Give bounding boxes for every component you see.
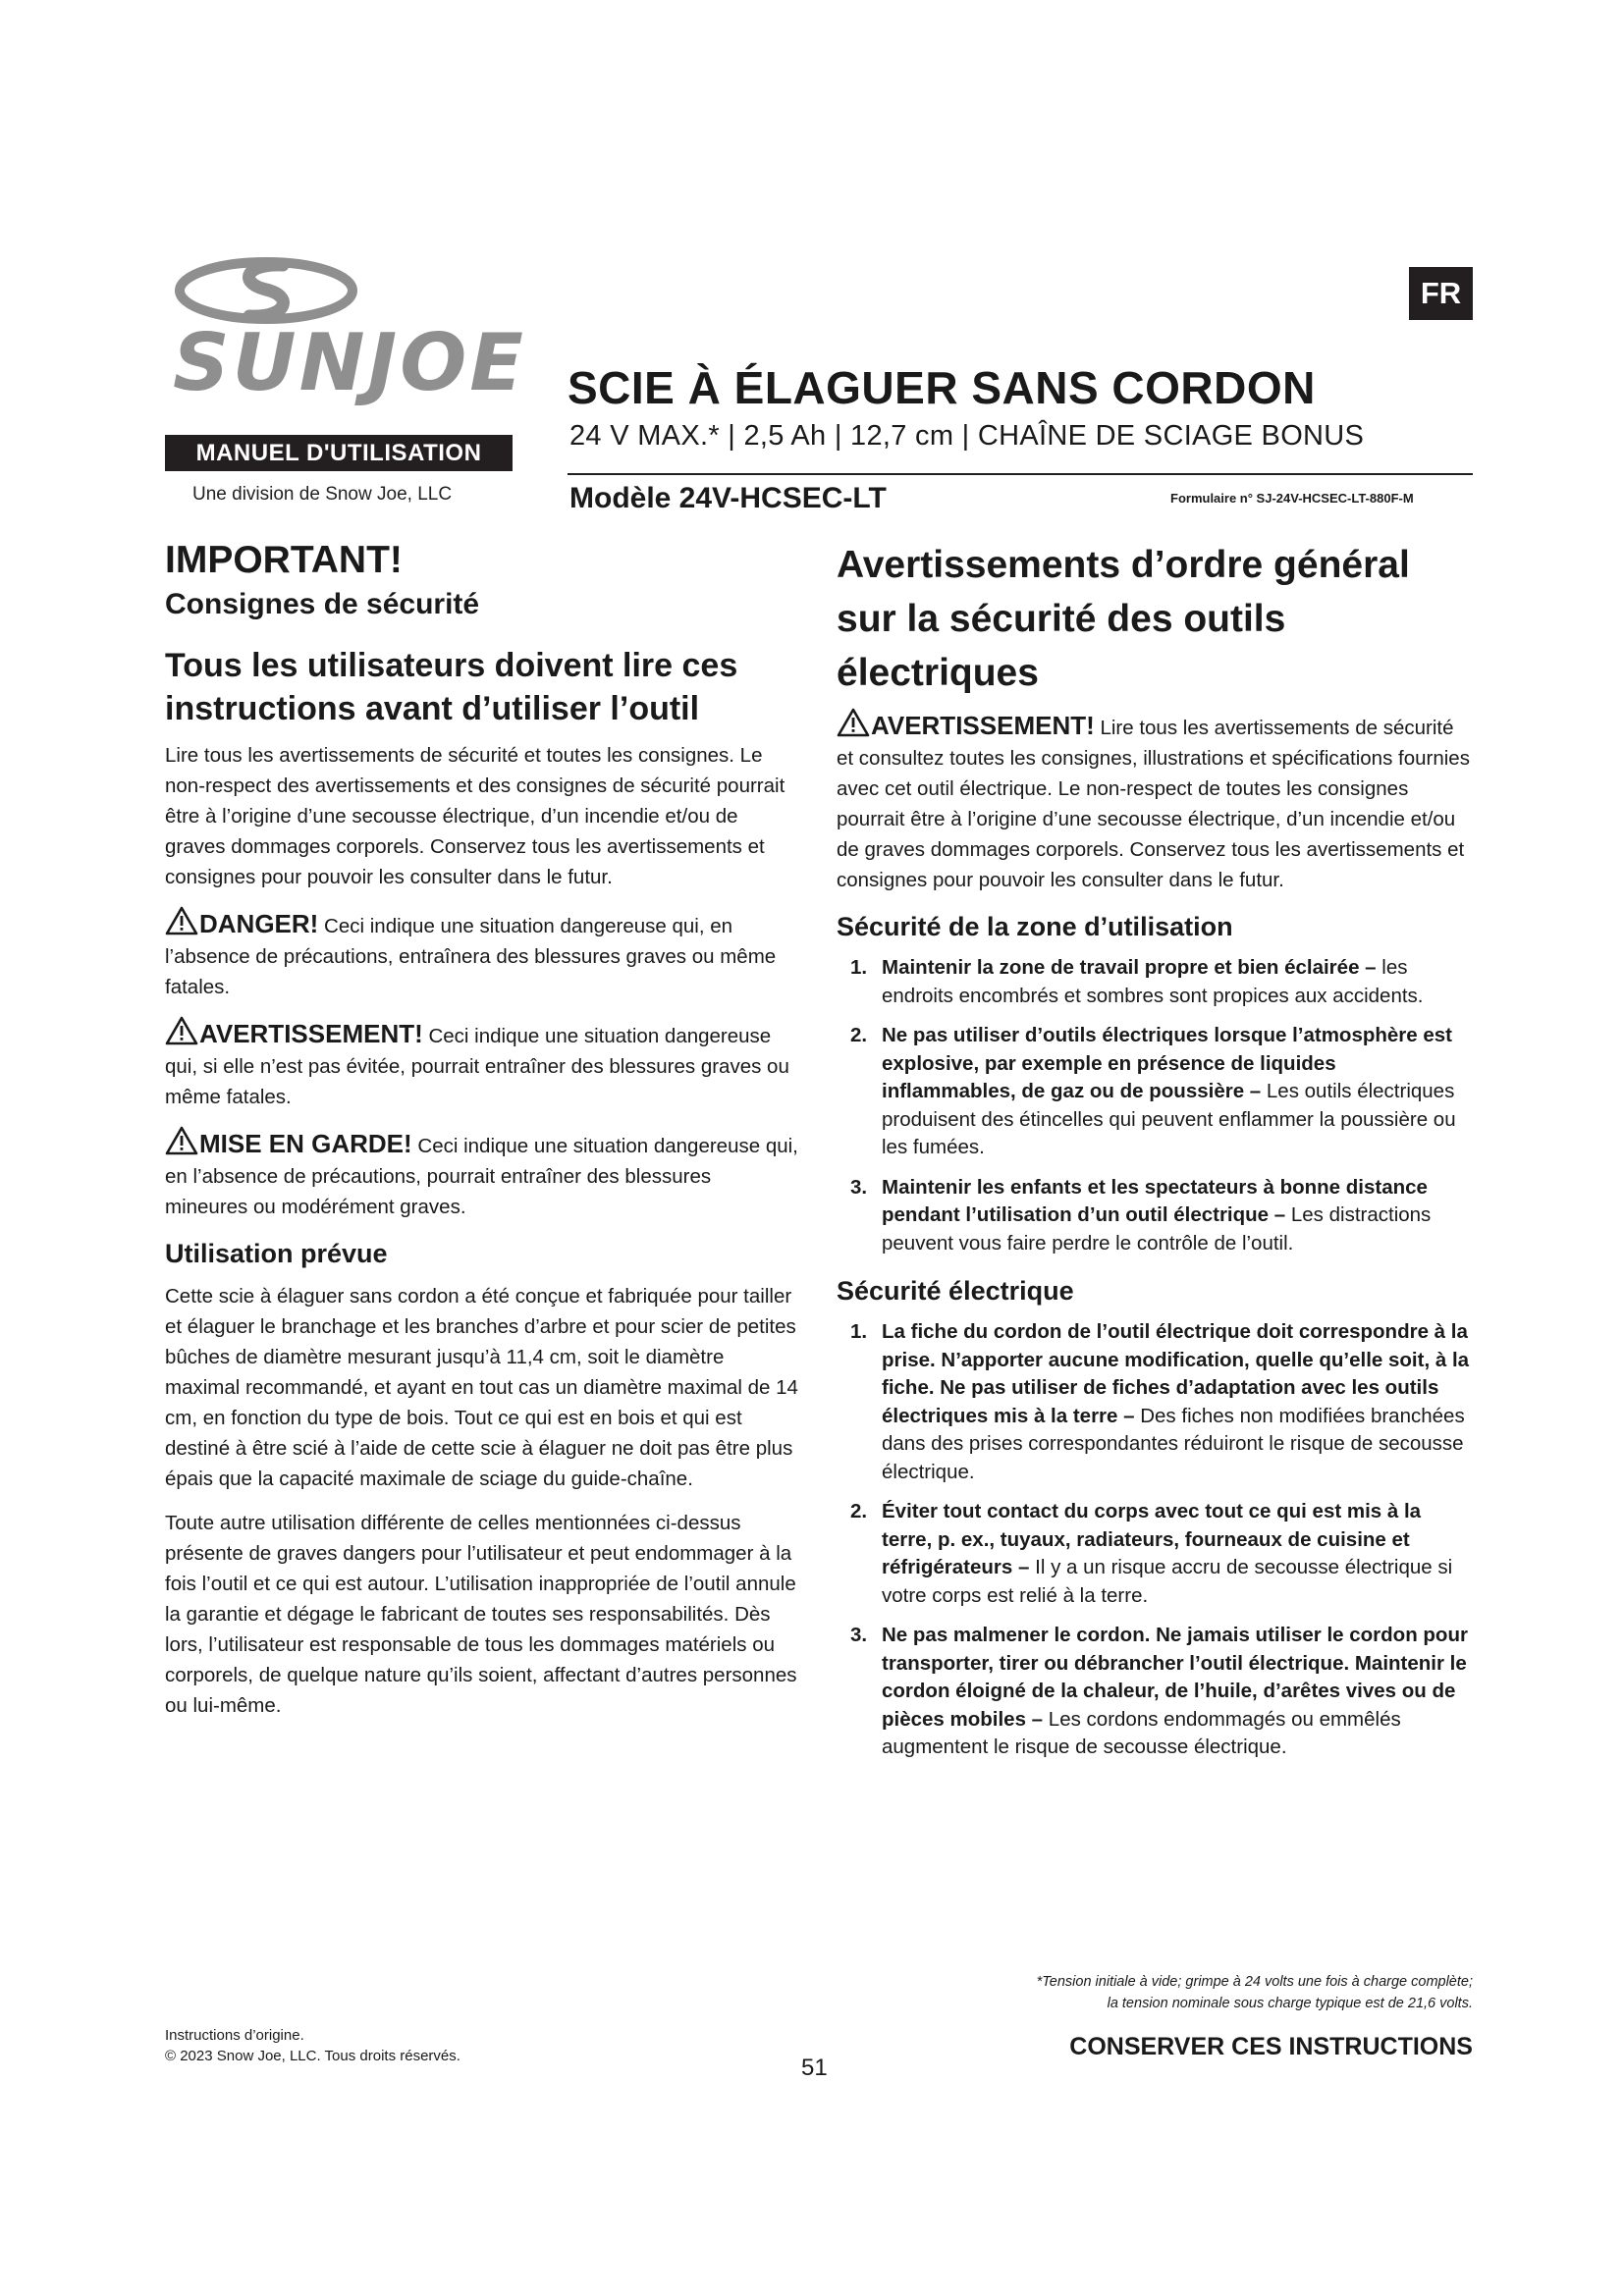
list-item: 2. Ne pas utiliser d’outils électriques lorsque l’atmosphère est explosive, par exemple en présence de liquides inflammables, de gaz ou de poussière – Les outils électriques produisent des étincelles qui peuvent enflammer la poussière ou les fumées.: [850, 1024, 1456, 1158]
form-number: Formulaire n° SJ-24V-HCSEC-LT-880F-M: [1170, 491, 1414, 506]
list-item: 2. Éviter tout contact du corps avec tout ce qui est mis à la terre, p. ex., tuyaux, radiateurs, fourneaux de cuisine et réfrigérateurs – Il y a un risque accru de secousse électrique si votre corps est relié à la terre.: [850, 1500, 1453, 1607]
warning-text: Ceci indique une situation dangereuse qui, si elle n’est pas évitée, pourrait entraîner des blessures graves ou même fatales.: [165, 1025, 789, 1108]
warning-triangle-icon: [165, 1016, 198, 1045]
important-heading: IMPORTANT!: [165, 539, 403, 581]
caution-text: Ceci indique une situation dangereuse qui, en l’absence de précautions, pourrait entraîner des blessures mineures ou modérément graves.: [165, 1135, 798, 1218]
danger-text: Ceci indique une situation dangereuse qui, en l’absence de précautions, entraînera des blessures graves ou même fatales.: [165, 915, 777, 998]
caution-label: MISE EN GARDE!: [199, 1129, 412, 1158]
danger-notice: [165, 906, 798, 1002]
manual-label: MANUEL D'UTILISATION: [165, 435, 513, 471]
general-warning-text: Lire tous les avertissements de sécurité et consultez toutes les consignes, illustrations et spécifications fournies avec cet outil électrique. Le non-respect de toutes les consignes pourrait être à l’origine d’une secousse électrique, d’un incendie et/ou de graves dommages corporels. Conservez tous les avertissements et consignes pour pouvoir les consulter dans le futur.: [837, 717, 1470, 891]
brand-logo-text: SUNJOE: [173, 317, 526, 408]
intended-use-heading: Utilisation prévue: [165, 1239, 388, 1268]
intro-paragraph: Lire tous les avertissements de sécurité et toutes les consignes. Le non-respect des avertissements et des consignes de sécurité pourrait être à l’origine d’une secousse électrique, d’un incendie et/ou de graves dommages corporels. Conservez tous les avertissements et consignes pour pouvoir les consulter dans le futur.: [165, 744, 785, 888]
product-specs: 24 V MAX.* | 2,5 Ah | 12,7 cm | CHAÎNE DE SCIAGE BONUS: [569, 420, 1365, 452]
voltage-footnote: *Tension initiale à vide; grimpe à 24 volts une fois à charge complète; la tension nominale sous charge typique est de 21,6 volts.: [1036, 1974, 1473, 2011]
general-warning-label: AVERTISSEMENT!: [871, 711, 1095, 740]
warning-triangle-icon: [165, 1126, 198, 1155]
original-instructions-text: Instructions d’origine.: [165, 2027, 304, 2044]
list-item: 1. La fiche du cordon de l’outil électrique doit correspondre à la prise. N’apporter aucune modification, quelle qu’elle soit, à la fiche. Ne pas utiliser de fiches d’adaptation avec les outils électriques mis à la terre – Des fiches non modifiées branchées dans des prises correspondantes réduiront le risque de secousse électrique.: [850, 1320, 1470, 1483]
work-area-list: [837, 954, 1470, 1257]
warning-label: AVERTISSEMENT!: [199, 1019, 423, 1048]
electrical-safety-list: [837, 1318, 1470, 1762]
left-column: [165, 538, 798, 1735]
sunjoe-swirl-logo-icon: [173, 257, 359, 324]
model-number: Modèle 24V-HCSEC-LT: [569, 482, 887, 514]
intended-use-paragraph: Cette scie à élaguer sans cordon a été conçue et fabriquée pour tailler et élaguer le branchage et les branches d’arbre et pour scier de petites bûches de diamètre mesurant jusqu’à 11,4 cm, soit le diamètre maximal recommandé, et ayant en tout cas un diamètre maximal de 14 cm, en fonction du type de bois. Tout ce qui est en bois et qui est destiné à être scié à l’aide de cette scie à élaguer ne doit pas être plus épais que la capacité maximale de sciage du guide-chaîne.: [165, 1285, 798, 1490]
list-item: 1. Maintenir la zone de travail propre et bien éclairée – les endroits encombrés et sombres sont propices aux accidents.: [850, 956, 1424, 1007]
warning-triangle-icon: [837, 708, 870, 737]
read-instructions-heading: Tous les utilisateurs doivent lire ces instructions avant d’utiliser l’outil: [165, 647, 738, 727]
warning-triangle-icon: [165, 906, 198, 935]
safety-instructions-heading: Consignes de sécurité: [165, 588, 480, 620]
division-text: Une division de Snow Joe, LLC: [192, 484, 453, 505]
product-title: SCIE À ÉLAGUER SANS CORDON: [568, 362, 1316, 413]
right-column: [837, 538, 1470, 1778]
electrical-safety-heading: Sécurité électrique: [837, 1276, 1074, 1306]
warning-notice: [165, 1016, 798, 1112]
misuse-paragraph: Toute autre utilisation différente de celles mentionnées ci-dessus présente de graves dangers pour l’utilisateur et peut endommager à la fois l’outil et ce qui est autour. L’utilisation inappropriée de l’outil annule la garantie et dégage le fabricant de toutes ses responsabilités. Dès lors, l’utilisateur est responsable de tous les dommages matériels ou corporels, de quelque nature qu’ils soient, affectant d’autres personnes ou lui-même.: [165, 1512, 797, 1717]
page-number: 51: [801, 2055, 828, 2081]
list-item: 3. Ne pas malmener le cordon. Ne jamais utiliser le cordon pour transporter, tirer ou débrancher l’outil électrique. Maintenir le cordon éloigné de la chaleur, de l’huile, d’arêtes vives ou de pièces mobiles – Les cordons endommagés ou emmêlés augmentent le risque de secousse électrique.: [850, 1624, 1468, 1758]
copyright-text: © 2023 Snow Joe, LLC. Tous droits réservés.: [165, 2048, 460, 2064]
footer-legal: [165, 2025, 460, 2066]
general-warnings-heading: Avertissements d’ordre général sur la sécurité des outils électriques: [837, 544, 1410, 694]
language-badge: FR: [1409, 267, 1473, 320]
danger-label: DANGER!: [199, 909, 319, 938]
list-item: 3. Maintenir les enfants et les spectateurs à bonne distance pendant l’utilisation d’un outil électrique – Les distractions peuvent vous faire perdre le contrôle de l’outil.: [850, 1175, 1432, 1255]
keep-instructions-text: CONSERVER CES INSTRUCTIONS: [1069, 2033, 1473, 2060]
header-divider: [568, 473, 1473, 475]
caution-notice: [165, 1126, 798, 1222]
work-area-safety-heading: Sécurité de la zone d’utilisation: [837, 912, 1233, 941]
general-warning-notice: [837, 708, 1470, 895]
